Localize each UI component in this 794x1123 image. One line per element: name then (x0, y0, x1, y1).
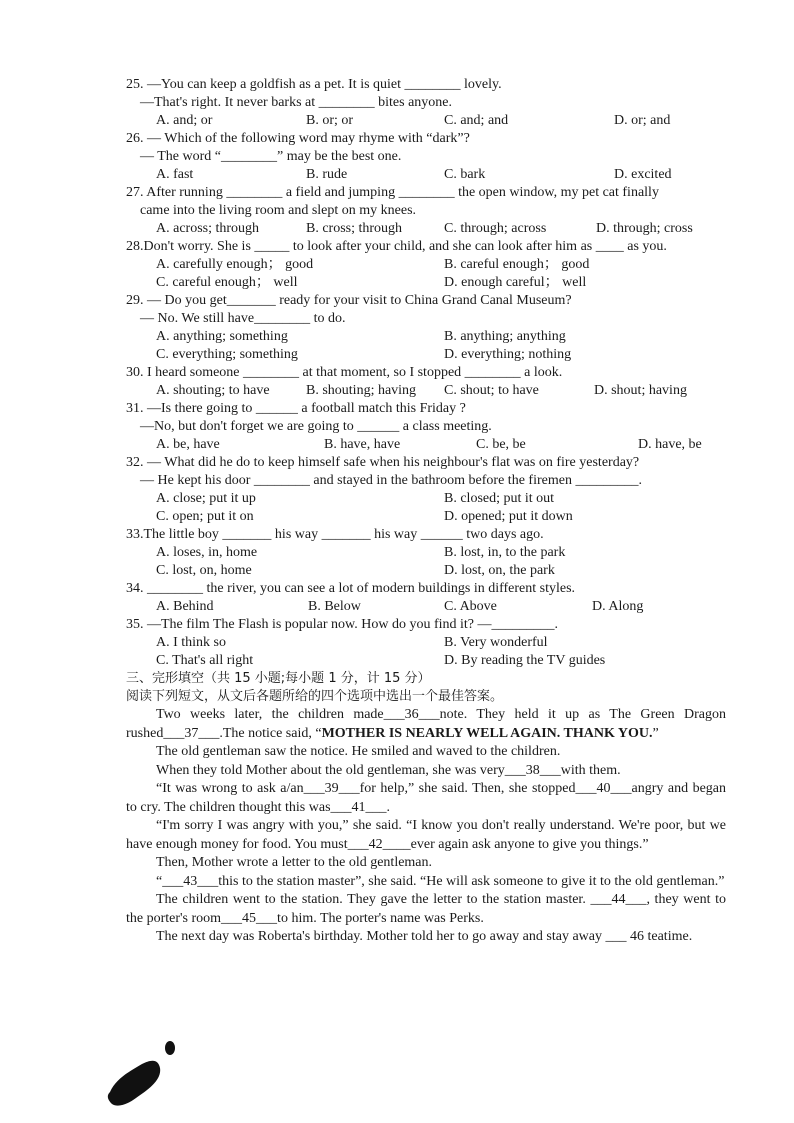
exam-page (126, 76, 726, 947)
passage-text: “It was wrong to ask a/an___39___for help,” she said. Then, she stopped___40___angry and began to cry. The children thought this was___41___. (126, 781, 726, 815)
passage-paragraph (126, 817, 726, 854)
passage-paragraph (126, 854, 726, 873)
option-a[interactable]: A. fast (156, 167, 194, 182)
options-row (126, 652, 726, 670)
option-a[interactable]: A. I think so (156, 635, 226, 650)
question-26 (126, 130, 726, 184)
question-text: 29. — Do you get_______ ready for your visit to China Grand Canal Museum? (126, 293, 572, 308)
option-d[interactable]: D. opened; put it down (444, 509, 573, 524)
question-text: — The word “________” may be the best one. (140, 149, 402, 164)
question-33 (126, 526, 726, 580)
option-b[interactable]: B. rude (306, 167, 348, 182)
question-text: 32. — What did he do to keep himself safe when his neighbour's flat was on fire yesterday? (126, 455, 640, 470)
option-b[interactable]: B. have, have (324, 437, 401, 452)
cloze-passage (126, 706, 726, 947)
option-c[interactable]: C. lost, on, home (156, 563, 252, 578)
options-row (126, 544, 726, 562)
options-row (126, 256, 726, 274)
option-c[interactable]: C. shout; to have (444, 383, 539, 398)
passage-paragraph (126, 873, 726, 892)
question-text: 33.The little boy _______ his way _______ his way ______ two days ago. (126, 527, 544, 542)
question-28 (126, 238, 726, 292)
question-31 (126, 400, 726, 454)
option-b[interactable]: B. Very wonderful (444, 635, 548, 650)
option-a[interactable]: A. and; or (156, 113, 213, 128)
passage-paragraph (126, 928, 726, 947)
option-b[interactable]: B. or; or (306, 113, 354, 128)
passage-paragraph (126, 891, 726, 928)
question-text: 31. —Is there going to ______ a football match this Friday ? (126, 401, 466, 416)
passage-text: The next day was Roberta's birthday. Mother told her to go away and stay away ___ 46 teatime. (156, 929, 693, 944)
options-row (126, 274, 726, 292)
options-row (126, 436, 726, 454)
option-c[interactable]: C. be, be (476, 437, 526, 452)
options-row (126, 382, 726, 400)
options-row (126, 598, 726, 616)
option-d[interactable]: D. Along (592, 599, 644, 614)
passage-paragraph (126, 743, 726, 762)
question-35 (126, 616, 726, 670)
passage-text: Then, Mother wrote a letter to the old gentleman. (156, 855, 433, 870)
options-row (126, 346, 726, 364)
options-row (126, 562, 726, 580)
option-c[interactable]: C. careful enough； well (156, 275, 298, 290)
option-b[interactable]: B. careful enough； good (444, 257, 590, 272)
option-d[interactable]: D. have, be (638, 437, 702, 452)
section-instruction: 阅读下列短文，从文后各题所给的四个选项中选出一个最佳答案。 (126, 689, 504, 704)
option-d[interactable]: D. enough careful； well (444, 275, 587, 290)
passage-text: “___43___this to the station master”, she said. “He will ask someone to give it to the old gentleman.” (156, 873, 725, 889)
question-text: 26. — Which of the following word may rhyme with “dark”? (126, 131, 470, 146)
option-d[interactable]: D. excited (614, 167, 672, 182)
passage-paragraph (126, 780, 726, 817)
options-row (126, 328, 726, 346)
question-text: came into the living room and slept on my knees. (140, 203, 417, 218)
options-row (126, 112, 726, 130)
question-text: — He kept his door ________ and stayed in the bathroom before the firemen _________. (140, 473, 642, 488)
question-27 (126, 184, 726, 238)
option-b[interactable]: B. lost, in, to the park (444, 545, 566, 560)
question-25 (126, 76, 726, 130)
option-b[interactable]: B. cross; through (306, 221, 403, 236)
option-a[interactable]: A. shouting; to have (156, 383, 270, 398)
option-a[interactable]: A. Behind (156, 599, 214, 614)
option-c[interactable]: C. Above (444, 599, 497, 614)
passage-paragraph (126, 762, 726, 781)
option-c[interactable]: C. That's all right (156, 653, 254, 668)
question-text: 35. —The film The Flash is popular now. How do you find it? —_________. (126, 617, 559, 632)
ink-blot-mark (102, 1030, 192, 1110)
option-c[interactable]: C. and; and (444, 113, 509, 128)
question-30 (126, 364, 726, 400)
question-text: 28.Don't worry. She is _____ to look after your child, and she can look after him as ____ as you. (126, 239, 667, 254)
option-c[interactable]: C. through; across (444, 221, 547, 236)
section-heading: 三、完形填空（共 15 小题;每小题 1 分，计 15 分） (126, 671, 431, 686)
option-a[interactable]: A. close; put it up (156, 491, 256, 506)
question-text: 27. After running ________ a field and jumping ________ the open window, my pet cat finally (126, 185, 659, 200)
option-c[interactable]: C. bark (444, 167, 486, 182)
passage-text: The old gentleman saw the notice. He smiled and waved to the children. (156, 744, 561, 759)
option-b[interactable]: B. anything; anything (444, 329, 566, 344)
option-d[interactable]: D. or; and (614, 113, 671, 128)
question-text: 25. —You can keep a goldfish as a pet. It is quiet ________ lovely. (126, 77, 502, 92)
option-d[interactable]: D. By reading the TV guides (444, 653, 606, 668)
question-29 (126, 292, 726, 364)
option-d[interactable]: D. through; cross (596, 221, 693, 236)
question-32 (126, 454, 726, 526)
option-c[interactable]: C. everything; something (156, 347, 298, 362)
question-text: —No, but don't forget we are going to ______ a class meeting. (140, 419, 492, 434)
passage-text: “I'm sorry I was angry with you,” she said. “I know you don't really understand. We're poor, but we have enough money for food. You must___42____ever again ask anyone to give you things.” (126, 818, 726, 852)
option-a[interactable]: A. carefully enough； good (156, 257, 314, 272)
question-text: 30. I heard someone ________ at that moment, so I stopped ________ a look. (126, 365, 563, 380)
option-a[interactable]: A. anything; something (156, 329, 288, 344)
notice-text: MOTHER IS NEARLY WELL AGAIN. THANK YOU. (321, 725, 653, 741)
passage-text: Two weeks later, the children made___36___note. They held it up as The Green Dragon rushed___37___.The notice said, “ (126, 707, 726, 741)
option-a[interactable]: A. be, have (156, 437, 220, 452)
option-a[interactable]: A. across; through (156, 221, 260, 236)
option-d[interactable]: D. lost, on, the park (444, 563, 555, 578)
option-c[interactable]: C. open; put it on (156, 509, 254, 524)
option-b[interactable]: B. shouting; having (306, 383, 417, 398)
option-b[interactable]: B. Below (308, 599, 361, 614)
options-row (126, 490, 726, 508)
option-a[interactable]: A. loses, in, home (156, 545, 258, 560)
question-text: 34. ________ the river, you can see a lot of modern buildings in different styles. (126, 581, 576, 596)
option-d[interactable]: D. shout; having (594, 383, 687, 398)
options-row (126, 508, 726, 526)
option-d[interactable]: D. everything; nothing (444, 347, 572, 362)
question-text: —That's right. It never barks at ________ bites anyone. (140, 95, 453, 110)
passage-text: ” (652, 725, 659, 741)
options-row (126, 166, 726, 184)
passage-text: The children went to the station. They gave the letter to the station master. ___44___, they went to the porter's room___45___to him. The porter's name was Perks. (126, 892, 726, 926)
question-text: — No. We still have________ to do. (140, 311, 346, 326)
passage-text: When they told Mother about the old gentleman, she was very___38___with them. (156, 762, 621, 778)
options-row (126, 220, 726, 238)
passage-paragraph (126, 706, 726, 743)
options-row (126, 634, 726, 652)
question-34 (126, 580, 726, 616)
option-b[interactable]: B. closed; put it out (444, 491, 555, 506)
